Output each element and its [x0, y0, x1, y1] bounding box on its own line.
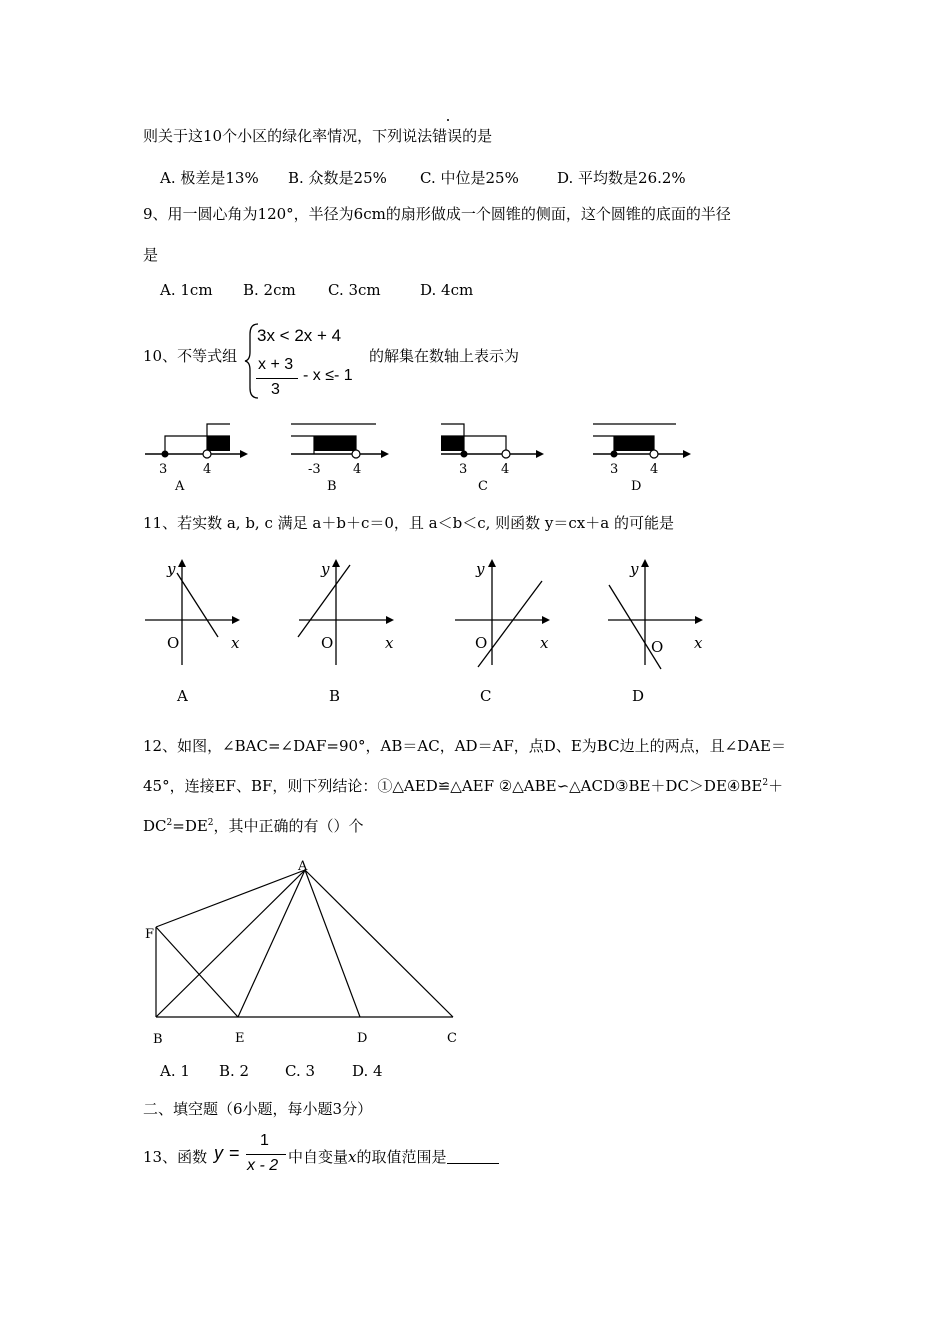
q12-line3: $DC^2=DE^2$，其中正确的有（）个 [143, 817, 364, 835]
q10-inequality-2-rest: - x ≤- 1 [303, 367, 353, 384]
number-line-d [588, 412, 698, 457]
q8-option-d: D. 平均数是26.2% [557, 169, 686, 187]
q9-option-a: A. 1cm [160, 281, 213, 299]
q8-option-c: C. 中位是25% [420, 169, 519, 187]
number-line-a [140, 412, 250, 457]
graph-a-label: A [177, 687, 188, 705]
q8-option-a: A. 极差是13% [160, 169, 259, 187]
answer-blank[interactable] [447, 1149, 499, 1164]
figure-label-f: F [145, 927, 155, 942]
q13-prefix: 13、函数 [143, 1148, 208, 1166]
graph-a-x-label: x [231, 634, 240, 652]
q13-equals: = [229, 1143, 240, 1163]
graph-b-label: B [329, 687, 341, 705]
q10-prefix: 10、不等式组 [143, 347, 238, 365]
graph-b-origin-label: O [321, 634, 334, 652]
figure-label-e: E [235, 1031, 245, 1046]
figure-label-d: D [357, 1031, 368, 1046]
number-line-c-label: C [478, 479, 488, 494]
graph-b-y-label: y [321, 560, 330, 578]
number-line-d-label: D [631, 479, 642, 494]
graph-b [294, 555, 404, 670]
q13-denominator: x - 2 [247, 1157, 279, 1174]
q9-option-c: C. 3cm [328, 281, 381, 299]
number-line-b-tick-1: -3 [308, 462, 321, 477]
q9-option-b: B. 2cm [243, 281, 296, 299]
graph-c-y-label: y [476, 560, 485, 578]
q12-option-b: B. 2 [219, 1062, 250, 1080]
graph-d-label: D [632, 687, 645, 705]
graph-c-x-label: x [540, 634, 549, 652]
q12-line2: 45°，连接EF、BF，则下列结论：①△AED≌△AEF $②\triangle ABE∽\triangle ACD③BE+DC>DE④BE^2+$ [143, 777, 784, 795]
section-2-title: 二、填空题（6小题，每小题3分） [143, 1100, 373, 1118]
q13-suffix: 中自变量x的取值范围是 [288, 1146, 499, 1167]
number-line-a-tick-2: 4 [203, 462, 212, 477]
number-line-a-tick-1: 3 [159, 462, 168, 477]
number-line-d-tick-2: 4 [650, 462, 659, 477]
figure-label-b: B [153, 1032, 163, 1047]
q11-stem: 11、若实数 a, b, c 满足 a＋b＋c＝0，且 a＜b＜c, 则函数 y＝cx＋a 的可能是 [143, 514, 674, 532]
q10-inequality-1: 3x < 2x + 4 [257, 326, 342, 345]
q10-fraction-bar [256, 378, 298, 379]
q13-fraction-bar [246, 1154, 286, 1155]
q13-numerator: 1 [260, 1132, 269, 1149]
graph-a-origin-label: O [167, 634, 180, 652]
graph-d-x-label: x [694, 634, 703, 652]
number-line-b-label: B [327, 479, 337, 494]
q10-inequality-2-numerator: x + 3 [258, 356, 294, 373]
q13-y: y [214, 1143, 223, 1163]
number-line-c [436, 412, 546, 457]
number-line-c-tick-1: 3 [459, 462, 468, 477]
figure-label-c: C [447, 1031, 457, 1046]
q12-line1: 12、如图，∠BAC=∠DAF=90°，AB＝AC，AD＝AF，点D、E为BC边上的两点，且∠DAE＝ [143, 737, 786, 755]
graph-d-origin-label: O [651, 638, 664, 656]
q12-option-d: D. 4 [352, 1062, 383, 1080]
emphasis-word: 错误 [432, 127, 463, 145]
q10-inequality-2-denominator: 3 [271, 381, 280, 398]
q12-triangle-figure [140, 855, 470, 1035]
graph-d-y-label: y [630, 560, 639, 578]
graph-c-origin-label: O [475, 634, 488, 652]
graph-b-x-label: x [385, 634, 394, 652]
q12-option-c: C. 3 [285, 1062, 316, 1080]
q12-option-a: A. 1 [160, 1062, 190, 1080]
graph-c [450, 555, 560, 670]
number-line-a-label: A [175, 479, 185, 494]
number-line-d-tick-1: 3 [610, 462, 619, 477]
number-line-b-tick-2: 4 [353, 462, 362, 477]
q10-suffix: 的解集在数轴上表示为 [369, 347, 520, 365]
graph-a-y-label: y [167, 560, 176, 578]
figure-label-a: A [298, 859, 308, 874]
q9-stem-line2: 是 [143, 246, 159, 264]
q9-option-d: D. 4cm [420, 281, 474, 299]
q8-stem: 则关于这10个小区的绿化率情况，下列说法错误的是 [143, 127, 493, 145]
number-line-b [286, 412, 396, 457]
graph-a [140, 555, 250, 670]
q8-option-b: B. 众数是25% [288, 169, 387, 187]
number-line-c-tick-2: 4 [501, 462, 510, 477]
graph-c-label: C [480, 687, 492, 705]
q9-stem-line1: 9、用一圆心角为120°，半径为6cm的扇形做成一个圆锥的侧面，这个圆锥的底面的半径 [143, 205, 731, 223]
